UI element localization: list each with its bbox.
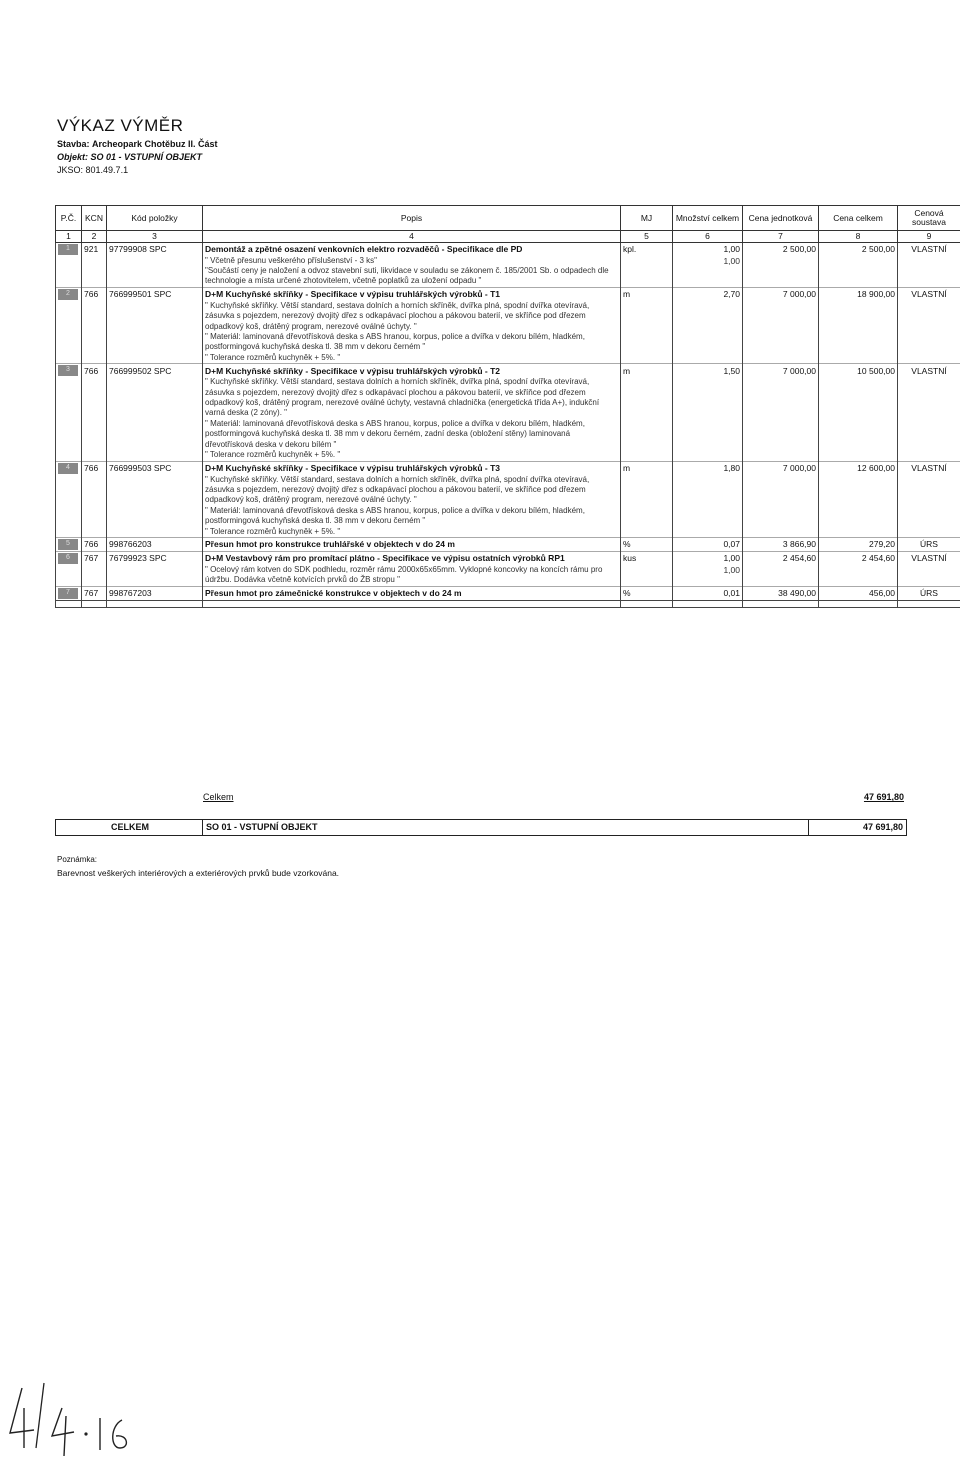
row-index-cell (56, 287, 82, 301)
stavba-line (57, 139, 218, 149)
cena-celkem-cell: 2 454,60 (819, 551, 898, 565)
empty-cell (819, 506, 898, 527)
kcn-cell: 766 (82, 537, 107, 551)
empty-cell (56, 565, 82, 586)
note-text-cell: " Kuchyňské skříňky. Větší standard, sestava dolních a horních skříněk, dvířka plná, spodní dvířka otevíravá, zásuvka s pojezdem, nerezový dvojitý dřez s odkapávací plochou a pákovou baterií, ve skříňce pod dřezem odpadkový koš, drátěný program, nerezové oválné úchyty. " (203, 301, 621, 332)
empty-cell (743, 506, 819, 527)
column-number-row (56, 231, 960, 243)
page-title: VÝKAZ VÝMĚR (57, 116, 184, 135)
empty-cell (107, 527, 203, 538)
mj-cell: % (621, 586, 673, 600)
empty-cell (819, 527, 898, 538)
empty-cell (743, 377, 819, 419)
table-row (56, 551, 960, 565)
jkso-value: 801.49.7.1 (85, 165, 129, 175)
note-text-cell: " Kuchyňské skříňky. Větší standard, sestava dolních a horních skříněk, dvířka plná, spodní dvířka otevíravá, zásuvka s pojezdem, nerezový dvojitý dřez s odkapávací plochou a pákovou baterií, ve skříňce pod dřezem odpadkový koš, drátěný program, nerezové oválné úchyty, vestavná chladnička (energetická třída A+), indukční varná deska (2 zóny). " (203, 377, 621, 419)
empty-cell (621, 419, 673, 450)
table-bottom-border (56, 600, 960, 607)
empty-cell (819, 353, 898, 364)
stavba-label: Stavba: (57, 139, 90, 149)
note-qty-cell (673, 419, 743, 450)
col-header-kcn: KCN (82, 206, 107, 231)
empty-cell (621, 266, 673, 287)
note-row (56, 353, 960, 364)
kcn-cell: 921 (82, 242, 107, 256)
empty-cell (82, 353, 107, 364)
kod-cell: 766999502 SPC (107, 364, 203, 378)
empty-cell (107, 450, 203, 461)
poznamka-label: Poznámka: (57, 855, 98, 864)
celkem-value: 47 691,80 (863, 792, 904, 802)
summary-box (55, 819, 907, 836)
table-row (56, 461, 960, 475)
empty-cell (621, 332, 673, 353)
empty-cell (107, 353, 203, 364)
empty-cell (56, 600, 82, 607)
kcn-cell: 767 (82, 586, 107, 600)
col-header-pc: P.Č. (56, 206, 82, 231)
empty-cell (743, 332, 819, 353)
empty-cell (819, 475, 898, 506)
empty-cell (107, 301, 203, 332)
row-index-cell (56, 537, 82, 551)
empty-cell (107, 565, 203, 586)
note-text-cell: " Tolerance rozměrů kuchyněk + 5%. " (203, 450, 621, 461)
empty-cell (56, 506, 82, 527)
objekt-line (57, 152, 202, 162)
table-row (56, 537, 960, 551)
empty-cell (56, 475, 82, 506)
col-header-popis: Popis (203, 206, 621, 231)
empty-cell (56, 450, 82, 461)
empty-cell (107, 506, 203, 527)
row-index-badge: 3 (58, 365, 78, 376)
table-row (56, 586, 960, 600)
row-index-cell (56, 461, 82, 475)
column-number: 2 (82, 231, 107, 243)
note-text-cell: " Ocelový rám kotven do SDK podhledu, rozměr rámu 2000x65x65mm. Vyklopné koncovky na koncích rámu pro údržbu. Dodávka včetně kotvících prvků do ŽB stropu " (203, 565, 621, 586)
note-qty-cell (673, 266, 743, 287)
col-header-mnozstvi: Množství celkem (673, 206, 743, 231)
empty-cell (898, 301, 960, 332)
empty-cell (743, 565, 819, 586)
note-qty-cell (673, 332, 743, 353)
cena-celkem-cell: 456,00 (819, 586, 898, 600)
popis-cell: Demontáž a zpětné osazení venkovních elektro rozvaděčů - Specifikace dle PD (203, 242, 621, 256)
soustava-cell: ÚRS (898, 586, 960, 600)
row-index-badge: 5 (58, 539, 78, 550)
empty-cell (898, 256, 960, 267)
empty-cell (673, 600, 743, 607)
col-header-cena-jednotkova: Cena jednotková (743, 206, 819, 231)
empty-cell (82, 450, 107, 461)
empty-cell (743, 256, 819, 267)
table-row (56, 287, 960, 301)
kcn-cell: 766 (82, 287, 107, 301)
empty-cell (819, 600, 898, 607)
column-number: 7 (743, 231, 819, 243)
table-row (56, 242, 960, 256)
note-text-cell: " Materiál: laminovaná dřevotřísková deska s ABS hranou, korpus, police a dvířka v dekoru bílém, hladkém, postformingová kuchyňská deska tl. 38 mm v dekoru černém, zadní deska (obložení stěny) laminovaná dřevotřísková deska v dekoru bílém " (203, 419, 621, 450)
note-row (56, 565, 960, 586)
empty-cell (107, 266, 203, 287)
empty-cell (898, 266, 960, 287)
empty-cell (743, 266, 819, 287)
empty-cell (819, 419, 898, 450)
row-index-cell (56, 242, 82, 256)
empty-cell (82, 600, 107, 607)
empty-cell (898, 450, 960, 461)
objekt-value: SO 01 - VSTUPNÍ OBJEKT (90, 152, 203, 162)
empty-cell (621, 565, 673, 586)
empty-cell (743, 301, 819, 332)
empty-cell (82, 377, 107, 419)
empty-cell (819, 301, 898, 332)
mj-cell: kpl. (621, 242, 673, 256)
column-number: 6 (673, 231, 743, 243)
note-row (56, 266, 960, 287)
empty-cell (819, 256, 898, 267)
empty-cell (898, 506, 960, 527)
summary-label: CELKEM (111, 822, 149, 832)
note-qty-cell: 1,00 (673, 565, 743, 586)
empty-cell (898, 527, 960, 538)
col-header-kod: Kód položky (107, 206, 203, 231)
soustava-cell: VLASTNÍ (898, 242, 960, 256)
kod-cell: 766999501 SPC (107, 287, 203, 301)
empty-cell (82, 565, 107, 586)
empty-cell (82, 301, 107, 332)
empty-cell (56, 256, 82, 267)
celkem-label: Celkem (203, 792, 234, 802)
empty-cell (107, 475, 203, 506)
mnozstvi-cell: 1,00 (673, 551, 743, 565)
empty-cell (56, 266, 82, 287)
empty-cell (898, 565, 960, 586)
empty-cell (82, 527, 107, 538)
empty-cell (819, 377, 898, 419)
kod-cell: 97799908 SPC (107, 242, 203, 256)
mj-cell: m (621, 461, 673, 475)
empty-cell (107, 600, 203, 607)
soustava-cell: ÚRS (898, 537, 960, 551)
empty-cell (819, 450, 898, 461)
empty-cell (621, 353, 673, 364)
mnozstvi-cell: 1,50 (673, 364, 743, 378)
row-index-badge: 7 (58, 588, 78, 599)
kod-cell: 998766203 (107, 537, 203, 551)
empty-cell (898, 332, 960, 353)
note-text-cell: " Včetně přesunu veškerého příslušenství - 3 ks" (203, 256, 621, 267)
empty-cell (107, 256, 203, 267)
soustava-cell: VLASTNÍ (898, 461, 960, 475)
popis-cell: D+M Kuchyňské skříňky - Specifikace v výpisu truhlářských výrobků - T3 (203, 461, 621, 475)
empty-cell (107, 419, 203, 450)
empty-cell (621, 377, 673, 419)
poznamka-text: Barevnost veškerých interiérových a exteriérových prvků bude vzorkována. (57, 868, 340, 878)
soustava-cell: VLASTNÍ (898, 364, 960, 378)
empty-cell (56, 527, 82, 538)
note-row (56, 475, 960, 506)
empty-cell (743, 419, 819, 450)
col-header-cenova-soustava: Cenová soustava (898, 206, 960, 231)
row-index-cell (56, 551, 82, 565)
mj-cell: kus (621, 551, 673, 565)
note-row (56, 506, 960, 527)
kcn-cell: 767 (82, 551, 107, 565)
mj-cell: m (621, 287, 673, 301)
cena-celkem-cell: 2 500,00 (819, 242, 898, 256)
empty-cell (56, 353, 82, 364)
empty-cell (743, 450, 819, 461)
empty-cell (621, 475, 673, 506)
cena-jednotkova-cell: 38 490,00 (743, 586, 819, 600)
empty-cell (621, 600, 673, 607)
empty-cell (819, 332, 898, 353)
jkso-line (57, 165, 128, 175)
empty-cell (56, 301, 82, 332)
note-row (56, 301, 960, 332)
row-index-badge: 4 (58, 463, 78, 474)
summary-divider (202, 820, 203, 835)
popis-cell: D+M Kuchyňské skříňky - Specifikace v výpisu truhlářských výrobků - T1 (203, 287, 621, 301)
mnozstvi-cell: 1,80 (673, 461, 743, 475)
soustava-cell: VLASTNÍ (898, 287, 960, 301)
empty-cell (621, 506, 673, 527)
empty-cell (819, 266, 898, 287)
row-index-badge: 1 (58, 244, 78, 255)
cena-jednotkova-cell: 3 866,90 (743, 537, 819, 551)
empty-cell (82, 266, 107, 287)
column-number: 8 (819, 231, 898, 243)
note-text-cell: " Materiál: laminovaná dřevotřísková deska s ABS hranou, korpus, police a dvířka v dekoru bílém, hladkém, postformingová kuchyňská deska tl. 38 mm v dekoru černém " (203, 332, 621, 353)
empty-cell (898, 475, 960, 506)
empty-cell (82, 506, 107, 527)
note-qty-cell (673, 377, 743, 419)
note-row (56, 450, 960, 461)
mj-cell: m (621, 364, 673, 378)
note-row (56, 377, 960, 419)
kod-cell: 766999503 SPC (107, 461, 203, 475)
mnozstvi-cell: 0,01 (673, 586, 743, 600)
jkso-label: JKSO: (57, 165, 84, 175)
column-number: 1 (56, 231, 82, 243)
kcn-cell: 766 (82, 461, 107, 475)
row-index-badge: 2 (58, 289, 78, 300)
mj-cell: % (621, 537, 673, 551)
empty-cell (56, 332, 82, 353)
empty-cell (621, 450, 673, 461)
empty-cell (107, 377, 203, 419)
note-row (56, 332, 960, 353)
popis-cell: D+M Kuchyňské skříňky - Specifikace v výpisu truhlářských výrobků - T2 (203, 364, 621, 378)
stavba-value: Archeopark Chotěbuz II. Část (92, 139, 218, 149)
empty-cell (82, 256, 107, 267)
cena-celkem-cell: 279,20 (819, 537, 898, 551)
note-text-cell: " Kuchyňské skříňky. Větší standard, sestava dolních a horních skříněk, dvířka plná, spodní dvířka otevíravá, zásuvka s pojezdem, nerezový dvojitý dřez s odkapávací plochou a pákovou baterií, ve skříňce pod dřezem odpadkový koš, drátěný program, nerezové oválné úchyty. " (203, 475, 621, 506)
cena-jednotkova-cell: 2 454,60 (743, 551, 819, 565)
note-qty-cell (673, 475, 743, 506)
note-qty-cell (673, 450, 743, 461)
note-row (56, 256, 960, 267)
summary-value: 47 691,80 (862, 822, 903, 832)
measurement-table (55, 205, 960, 608)
note-qty-cell (673, 506, 743, 527)
empty-cell (898, 377, 960, 419)
column-number: 4 (203, 231, 621, 243)
empty-cell (621, 301, 673, 332)
note-row (56, 527, 960, 538)
kcn-cell: 766 (82, 364, 107, 378)
empty-cell (898, 600, 960, 607)
summary-object: SO 01 - VSTUPNÍ OBJEKT (206, 822, 318, 832)
empty-cell (203, 600, 621, 607)
note-qty-cell: 1,00 (673, 256, 743, 267)
column-number: 3 (107, 231, 203, 243)
empty-cell (898, 353, 960, 364)
empty-cell (107, 332, 203, 353)
note-text-cell: " Tolerance rozměrů kuchyněk + 5%. " (203, 527, 621, 538)
column-number: 5 (621, 231, 673, 243)
table-row (56, 364, 960, 378)
cena-jednotkova-cell: 7 000,00 (743, 461, 819, 475)
note-text-cell: "Součástí ceny je naložení a odvoz stavební suti, likvidace v souladu se zákonem č. 185/2001 Sb. o odpadech dle technologie a místa určené zhotovitelem, včetně poplatků za uložení odpadu " (203, 266, 621, 287)
mnozstvi-cell: 2,70 (673, 287, 743, 301)
popis-cell: Přesun hmot pro konstrukce truhlářské v objektech v do 24 m (203, 537, 621, 551)
empty-cell (743, 353, 819, 364)
table-body (56, 242, 960, 607)
empty-cell (819, 565, 898, 586)
note-qty-cell (673, 301, 743, 332)
popis-cell: D+M Vestavbový rám pro promítací plátno - Specifikace ve výpisu ostatních výrobků RP1 (203, 551, 621, 565)
empty-cell (743, 527, 819, 538)
objekt-label: Objekt: (57, 152, 89, 162)
cena-celkem-cell: 18 900,00 (819, 287, 898, 301)
summary-divider (808, 820, 809, 835)
row-index-badge: 6 (58, 553, 78, 564)
cena-celkem-cell: 12 600,00 (819, 461, 898, 475)
empty-cell (82, 332, 107, 353)
cena-celkem-cell: 10 500,00 (819, 364, 898, 378)
empty-cell (82, 475, 107, 506)
popis-cell: Přesun hmot pro zámečnické konstrukce v objektech v do 24 m (203, 586, 621, 600)
empty-cell (56, 419, 82, 450)
cena-jednotkova-cell: 7 000,00 (743, 364, 819, 378)
mnozstvi-cell: 0,07 (673, 537, 743, 551)
row-index-cell (56, 364, 82, 378)
note-text-cell: " Materiál: laminovaná dřevotřísková deska s ABS hranou, korpus, police a dvířka v dekoru bílém, hladkém, postformingová kuchyňská deska tl. 38 mm v dekoru černém " (203, 506, 621, 527)
note-text-cell: " Tolerance rozměrů kuchyněk + 5%. " (203, 353, 621, 364)
empty-cell (621, 527, 673, 538)
handwritten-signature (2, 1378, 152, 1458)
column-number: 9 (898, 231, 960, 243)
note-qty-cell (673, 527, 743, 538)
row-index-cell (56, 586, 82, 600)
empty-cell (898, 419, 960, 450)
col-header-cena-celkem: Cena celkem (819, 206, 898, 231)
note-row (56, 419, 960, 450)
empty-cell (82, 419, 107, 450)
note-qty-cell (673, 353, 743, 364)
kod-cell: 998767203 (107, 586, 203, 600)
empty-cell (56, 377, 82, 419)
cena-jednotkova-cell: 2 500,00 (743, 242, 819, 256)
table-header-row (56, 206, 960, 231)
kod-cell: 76799923 SPC (107, 551, 203, 565)
empty-cell (621, 256, 673, 267)
empty-cell (743, 475, 819, 506)
cena-jednotkova-cell: 7 000,00 (743, 287, 819, 301)
soustava-cell: VLASTNÍ (898, 551, 960, 565)
col-header-mj: MJ (621, 206, 673, 231)
empty-cell (743, 600, 819, 607)
mnozstvi-cell: 1,00 (673, 242, 743, 256)
